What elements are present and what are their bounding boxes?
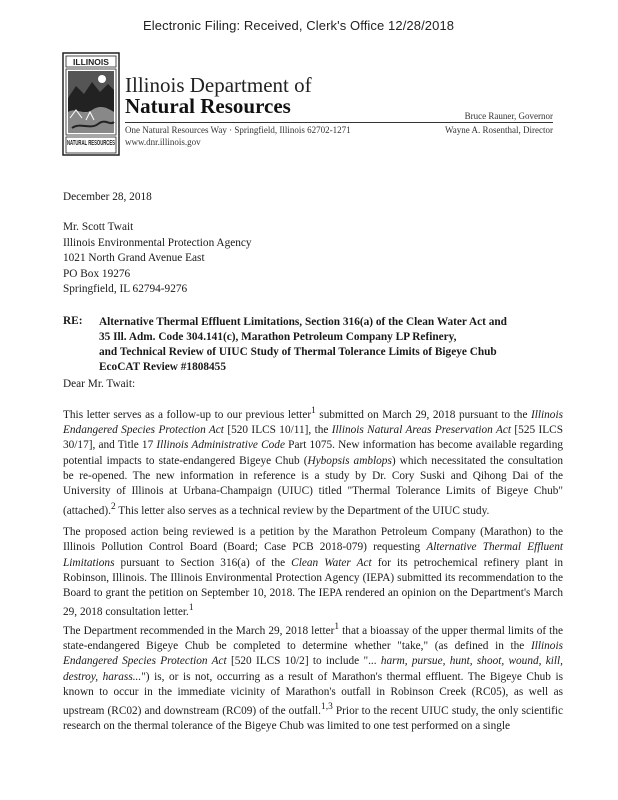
body-paragraph-3: The Department recommended in the March 29, 2018 letter$^1$ that a bioassay of the upper thermal limits of the state-endangered Bigeye Chub be completed to determine whether "take," (as defined in the Illinois Endangered Species Protection Act [520 ILCS 10/2] to include "... harm, pursue, hunt, shoot, wound, kill, destroy, harass...") is, or is not, occurring as a result of Marathon's thermal effluent. The Bigeye Chub is known to occur in the immediate vicinity of Marathon's outfall in Robinson Creek (RC05), as well as upstream (RC02) and downstream (RC09) of the outfall.$^{1,3}$ Prior to the recent UIUC study, the only scientific research on the thermal tolerance of the Bigeye Chub was limited to one test performed on a single [63, 622, 564, 733]
logo-bottom-text: NATURAL RESOURCES [67, 138, 116, 147]
letterhead-rule [125, 122, 553, 123]
footnote-ref: 1 [311, 406, 316, 416]
body-paragraph-2: The proposed action being reviewed is a petition by the Marathon Petroleum Company (Marathon) to the Illinois Pollution Control Board (Board; Case PCB 2018-079) requesting Alternative Thermal Effluent Limitations pursuant to Section 316(a) of the Clean Water Act for its petrochemical refinery plant in Robinson, Illinois. The Illinois Environmental Protection Agency (IEPA) submitted its recommendation to the Board to grant the petition on September 10, 2018. The IEPA rendered an opinion on the Department's March 29, 2018 consultation letter.$^1$ [63, 526, 564, 619]
salutation: Dear Mr. Twait: [63, 378, 136, 390]
footnote-ref: 2 [110, 501, 116, 512]
footnote-ref: 1,3 [321, 702, 333, 713]
governor-name: Bruce Rauner, Governor [464, 111, 553, 121]
subject-line: and Technical Review of UIUC Study of Thermal Tolerance Limits of Bigeye Chub [99, 346, 497, 358]
subject-line: Alternative Thermal Effluent Limitations, Section 316(a) of the Clean Water Act and [99, 316, 507, 328]
subject-block [99, 315, 507, 375]
body-paragraph-1: This letter serves as a follow-up to our previous letter$^1$ submitted on March 29, 2018 pursuant to the Illinois Endangered Species Protection Act [520 ILCS 10/11], the Illinois Natural Areas Preservation Act [525 ILCS 30/17], and Title 17 Illinois Administrative Code Part 1075. New information has become available regarding potential impacts to state-endangered Bigeye Chub (Hybopsis amblops) which necessitated the consultation be re-opened. The new information in reference is a study by Dr. Cory Suski and Qihong Dai of the University of Illinois at Urbana-Champaign (UIUC) titled "Thermal Tolerance Limits of Bigeye Chub" (attached).$^2$ This letter also serves as a technical review by the Department of the UIUC study. [63, 406, 563, 517]
department-address: One Natural Resources Way · Springfield, Illinois 62702-1271 [125, 125, 351, 135]
department-website: www.dnr.illinois.gov [125, 137, 201, 147]
footnote-ref: 1 [188, 603, 194, 614]
footnote-ref: 1 [334, 622, 340, 632]
recipient-name: Mr. Scott Twait [63, 221, 134, 233]
director-name: Wayne A. Rosenthal, Director [445, 125, 553, 135]
department-name-line2: Natural Resources [125, 94, 291, 118]
recipient-agency: Illinois Environmental Protection Agency [63, 236, 252, 249]
idnr-logo [62, 52, 120, 156]
electronic-filing-stamp: Electronic Filing: Received, Clerk's Office 12/28/2018 [143, 18, 455, 33]
recipient-street: 1021 North Grand Avenue East [63, 252, 205, 264]
department-name-line1: Illinois Department of [125, 73, 312, 97]
re-label: RE: [63, 315, 83, 327]
letter-date: December 28, 2018 [63, 191, 152, 203]
recipient-address-block [63, 220, 252, 298]
logo-top-text: ILLINOIS [73, 57, 109, 67]
subject-line: EcoCAT Review #1808455 [99, 361, 226, 373]
subject-line: 35 Ill. Adm. Code 304.141(c), Marathon Petroleum Company LP Refinery, [99, 331, 457, 343]
recipient-city: Springfield, IL 62794-9276 [63, 283, 188, 295]
recipient-po-box: PO Box 19276 [63, 267, 131, 280]
